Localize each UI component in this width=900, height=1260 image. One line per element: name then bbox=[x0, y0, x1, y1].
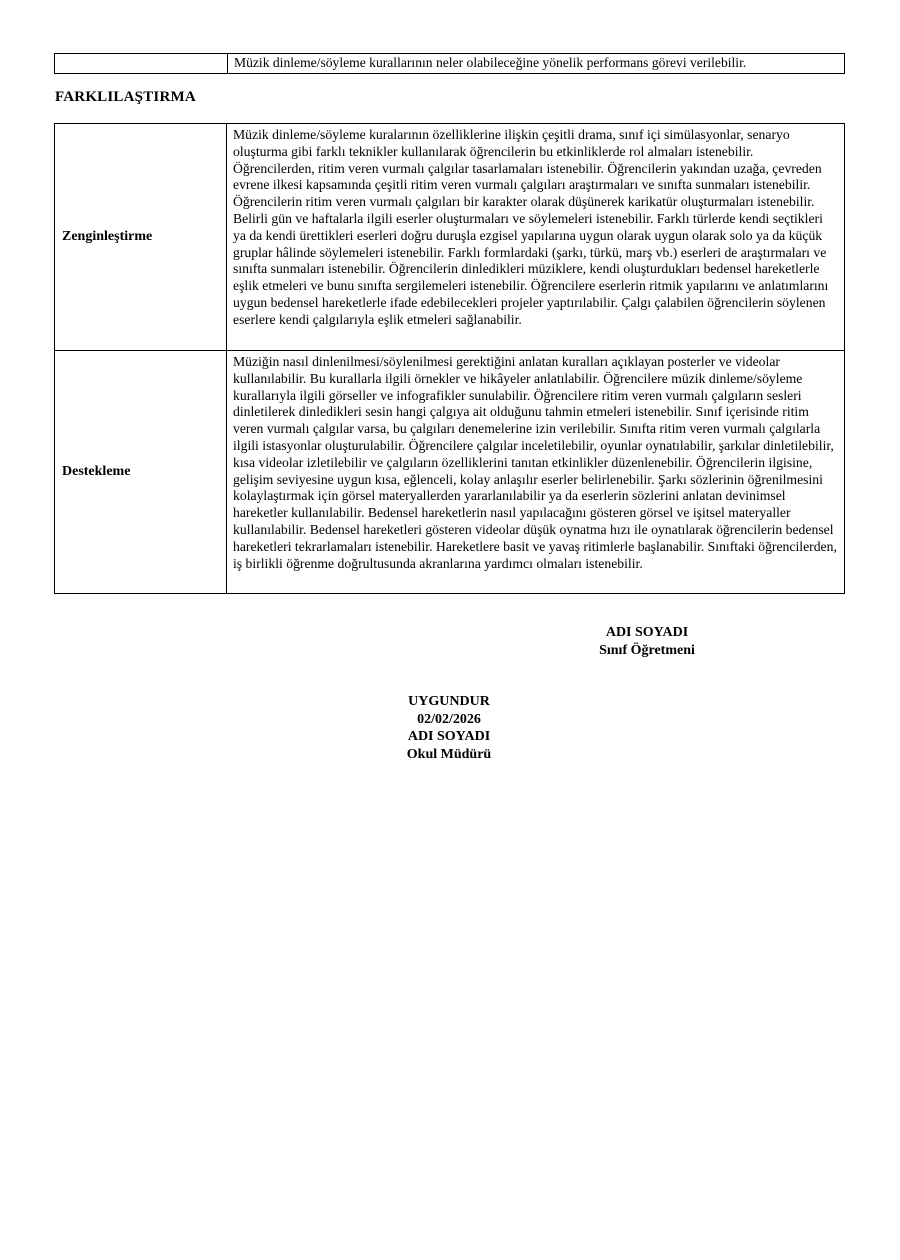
table-row-support bbox=[55, 351, 845, 594]
table-row-enrichment bbox=[55, 124, 845, 351]
assessment-table bbox=[54, 53, 845, 74]
teacher-name: ADI SOYADI bbox=[605, 625, 689, 640]
approval-status: UYGUNDUR bbox=[408, 694, 490, 709]
principal-name: ADI SOYADI bbox=[407, 729, 491, 744]
assessment-row-empty-label bbox=[55, 54, 228, 74]
row-text-support: Müziğin nasıl dinlenilmesi/söylenilmesi gerektiğini anlatan kuralları açıklayan posterler ve videolar kullanılabilir. Bu kurallarla ilgili örnekler ve hikâyeler anlatılabilir. Öğrencilere müzik dinleme/söyleme kurallarıyla ilgili görseller ve infografikler sunulabilir. Öğrencilere ritim veren vurmalı çalgıların sesleri dinletilerek dinledikleri sesin hangi çalgıya ait olduğunu tahmin etmeleri istenebilir. Sınıf içerisinde ritim veren vurmalı çalgılar varsa, bu çalgıları denemelerine izin verilebilir. Sınıfta ritim veren vurmalı çalgılarla ilgili istasyonlar oluşturulabilir. Öğrencilere çalgılar inceletilebilir, oyunlar oynatılabilir, şarkılar dinletilebilir, kısa videolar izletilebilir ve çalgıların özelliklerini tanıtan etkinlikler düzenlenebilir. Öğrencilerin ilgisine, gelişim seviyesine uygun kısa, eğlenceli, kolay anlaşılır eserler belirlenebilir. Şarkı sözlerinin öğrenilmesini kolaylaştırmak için görsel materyallerden yararlanılabilir ya da eserlerin sözlerini anlatan devinimsel hareketler kullanılabilir. Bedensel hareketlerin nasıl yapılacağını gösteren görsel ve işitsel materyaller kullanılabilir. Bedensel hareketleri gösteren videolar düşük oynatma hızı ile oynatılarak öğrencilerin bedensel hareketleri tekrarlamaları istenebilir. Hareketlere basit ve yavaş ritimlerle başlanabilir. Sınıftaki öğrencilerden, iş birlikli öğrenme doğrultusunda akranlarına yardımcı olmaları istenebilir. bbox=[227, 351, 845, 594]
teacher-signature-block bbox=[497, 624, 797, 659]
table-row bbox=[55, 54, 845, 74]
principal-title: Okul Müdürü bbox=[406, 746, 492, 762]
section-heading: FARKLILAŞTIRMA bbox=[55, 89, 196, 105]
row-label-support: Destekleme bbox=[55, 351, 227, 594]
approval-signature-block bbox=[299, 693, 599, 763]
differentiation-table bbox=[54, 123, 845, 594]
teacher-title: Sınıf Öğretmeni bbox=[599, 642, 695, 658]
row-label-enrichment: Zenginleştirme bbox=[55, 124, 227, 351]
approval-date: 02/02/2026 bbox=[417, 711, 481, 727]
assessment-row-text: Müzik dinleme/söyleme kurallarının neler olabileceğine yönelik performans görevi verilebilir. bbox=[228, 54, 845, 74]
row-text-enrichment: Müzik dinleme/söyleme kuralarının özelliklerine ilişkin çeşitli drama, sınıf içi simülasyonlar, senaryo oluşturma gibi farklı teknikler kullanılarak öğrencilerin bu etkinliklerde rol almaları istenebilir. Öğrencilerden, ritim veren vurmalı çalgılar tasarlamaları istenebilir. Öğrencilerin yakından uzağa, çevreden evrene ilkesi kapsamında çeşitli ritim veren vurmalı çalgıları araştırmaları ve sınıfta sunmaları istenebilir. Öğrencilerin ritim veren vurmalı çalgıları bir karakter olarak düşünerek karikatür oluşturmaları istenebilir. Belirli gün ve haftalarla ilgili eserler oluşturmaları ve söylemeleri istenebilir. Farklı türlerde kendi seçtikleri ya da kendi ürettikleri eserleri doğru duruşla ezgisel yapılarına uygun olarak uygun olarak solo ya da küçük gruplar hâlinde söylemeleri istenebilir. Farklı formlardaki (şarkı, türkü, marş vb.) eserleri de araştırmaları ve sınıfta sunmaları istenebilir. Öğrencilerin dinledikleri müziklere, kendi oluşturdukları bedensel hareketlerle eşlik etmeleri ve bunu sınıfta sergilemeleri istenebilir. Öğrencilere eserlerin ritmik yapılarını ve anlatımlarını uygun bedensel hareketlerle ifade edebilecekleri projeler yaptırılabilir. Çalgı çalabilen öğrencilerin söylenen eserlere kendi çalgılarıyla eşlik etmeleri sağlanabilir. bbox=[227, 124, 845, 351]
